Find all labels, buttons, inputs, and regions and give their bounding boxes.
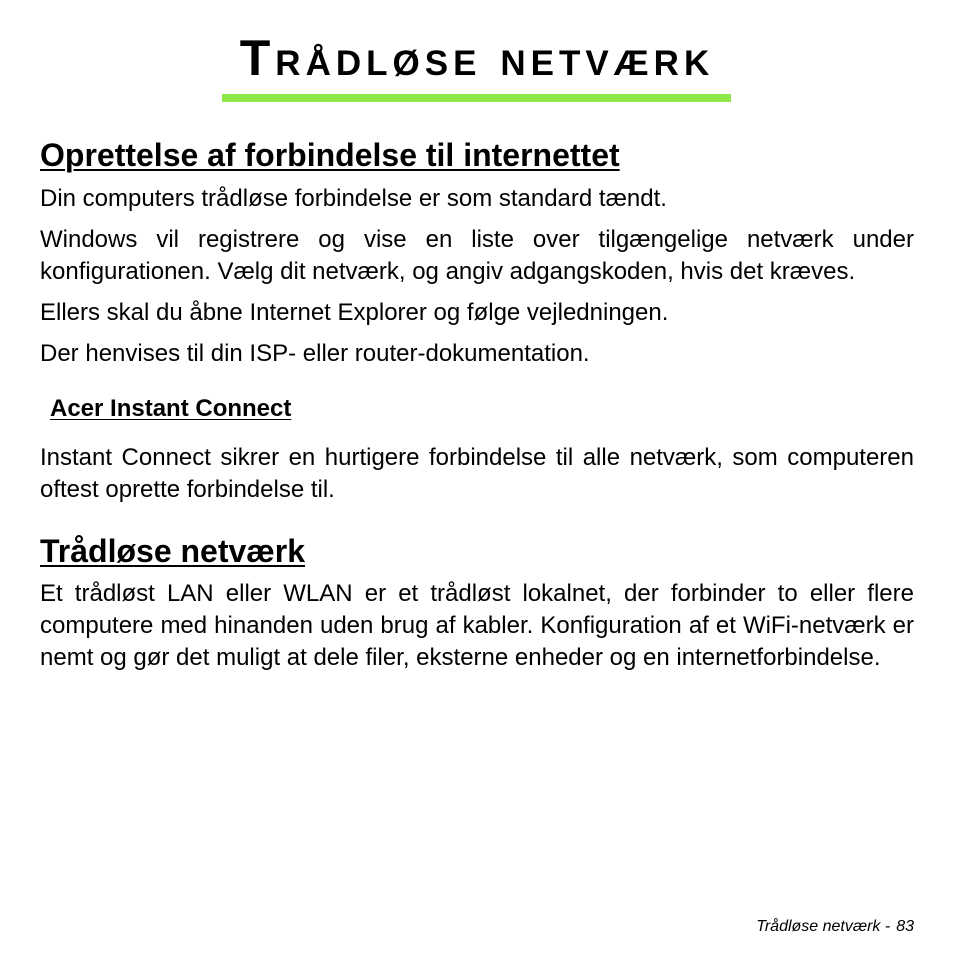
paragraph-internet-explorer: Ellers skal du åbne Internet Explorer og følge vejledningen. [40, 299, 669, 326]
footer-section-label: Trådløse netværk - [756, 918, 891, 935]
page-footer [756, 916, 914, 938]
subsection-heading-instant-connect: Acer Instant Connect [50, 395, 292, 422]
page-number: 83 [896, 918, 914, 935]
page-title: Trådløse netværk [239, 30, 715, 86]
paragraph-wlan-description: Et trådløst LAN eller WLAN er et trådløst lokalnet, der forbinder to eller flere computere med hinanden uden brug af kabler. Konfiguration af et WiFi-netværk er nemt og gør det muligt at dele filer, eksterne enheder og en internetforbindelse. [40, 580, 914, 671]
paragraph-windows-networks: Windows vil registrere og vise en liste over tilgængelige netværk under konfigurationen. Vælg dit netværk, og angiv adgangskoden, hvis det kræves. [40, 226, 914, 285]
paragraph-wireless-default: Din computers trådløse forbindelse er som standard tændt. [40, 185, 667, 212]
page-content [40, 133, 914, 674]
section-heading-wireless-networks: Trådløse netværk [40, 533, 305, 569]
paragraph-isp-documentation: Der henvises til din ISP- eller router-dokumentation. [40, 340, 590, 367]
paragraph-instant-connect: Instant Connect sikrer en hurtigere forbindelse til alle netværk, som computeren oftest oprette forbindelse til. [40, 444, 914, 503]
section-heading-internet-connection: Oprettelse af forbindelse til internettet [40, 137, 620, 173]
title-underline-bar [222, 94, 731, 102]
